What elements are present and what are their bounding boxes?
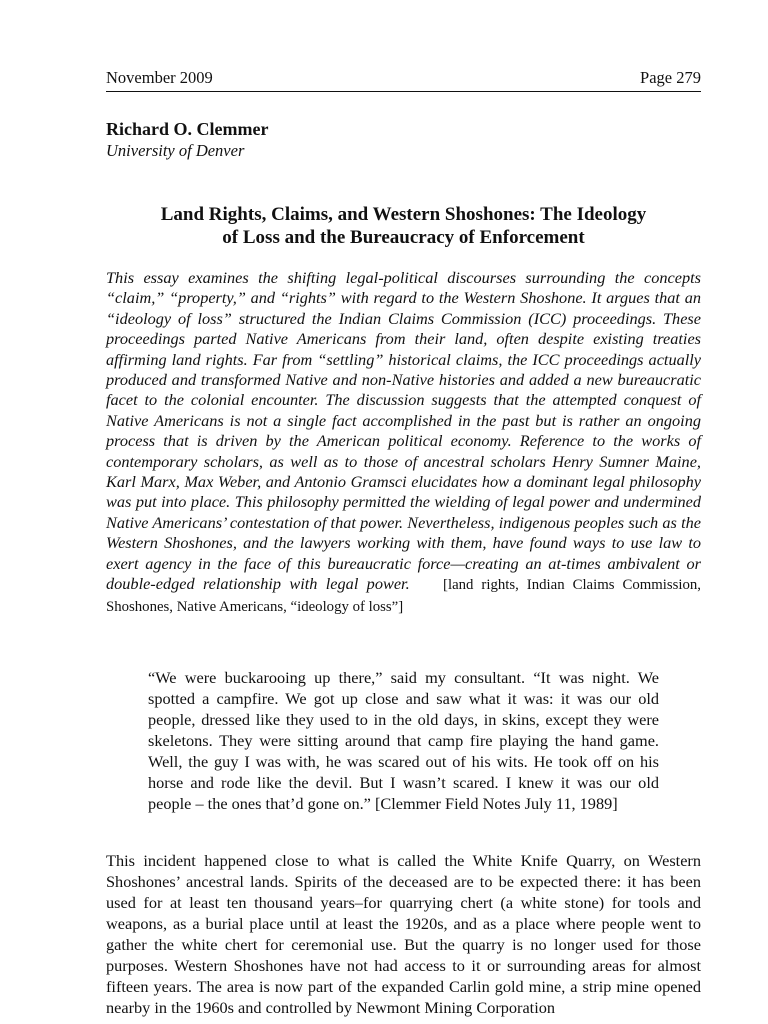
article-title [106, 203, 701, 249]
article-title-line-2: of Loss and the Bureaucracy of Enforcement [222, 227, 585, 248]
keywords: [land rights, Indian Claims Commission, Shoshones, Native Americans, “ideology of loss”] [106, 577, 701, 615]
author-name: Richard O. Clemmer [106, 119, 269, 139]
abstract [106, 268, 701, 617]
article-title-line-1: Land Rights, Claims, and Western Shoshones: The Ideology [160, 204, 647, 225]
block-quote: “We were buckarooing up there,” said my consultant. “It was night. We spotted a campfire. We got up close and saw what it was: it was our old people, dressed like they used to in the old days, in skins, except they were skeletons. They were sitting around that camp fire playing the hand game. Well, the guy I was with, he was scared out of his wits. He took off on his horse and rode like the devil. But I wasn’t scared. I knew it was our old people – the ones that’d gone on.” [Clemmer Field Notes July 11, 1989] [148, 668, 659, 813]
issue-date: November 2009 [106, 68, 213, 87]
body-paragraph: This incident happened close to what is called the White Knife Quarry, on Western Shoshones’ ancestral lands. Spirits of the deceased are to be expected there: it has been used for at least ten thousand years–for quarrying chert (a white stone) for tools and weapons, as a burial place until at least the 1920s, and as a place where people went to gather the white chert for ceremonial use. But the quarry is no longer used for those purposes. Western Shoshones have not had access to it or surrounding areas for almost fifteen years. The area is now part of the expanded Carlin gold mine, a strip mine opened nearby in the 1960s and controlled by Newmont Mining Corporation [106, 851, 701, 1017]
running-header [106, 69, 701, 92]
page-number: Page 279 [640, 68, 701, 87]
author-affiliation: University of Denver [106, 141, 245, 160]
abstract-text: This essay examines the shifting legal-political discourses surrounding the concepts “claim,” “property,” and “rights” with regard to the Western Shoshone. It argues that an “ideology of loss” structured the Indian Claims Commission (ICC) proceedings. These proceedings parted Native Americans from their land, often despite existing treaties affirming land rights. Far from “settling” historical claims, the ICC proceedings actually produced and transformed Native and non-Native histories and added a new bureaucratic facet to the colonial encounter. The discussion suggests that the attempted conquest of Native Americans is not a single fact accomplished in the past but is rather an ongoing process that is driven by the American political economy. Reference to the works of contemporary scholars, as well as to those of ancestral scholars Henry Sumner Maine, Karl Marx, Max Weber, and Antonio Gramsci elucidates how a dominant legal philosophy was put into place. This philosophy permitted the wielding of legal power and undermined Native Americans’ contestation of that power. Nevertheless, indigenous peoples such as the Western Shoshones, and the lawyers working with them, have found ways to use law to exert agency in the face of this bureaucratic force—creating an at-times ambivalent or double-edged relationship with legal power. [106, 268, 701, 594]
